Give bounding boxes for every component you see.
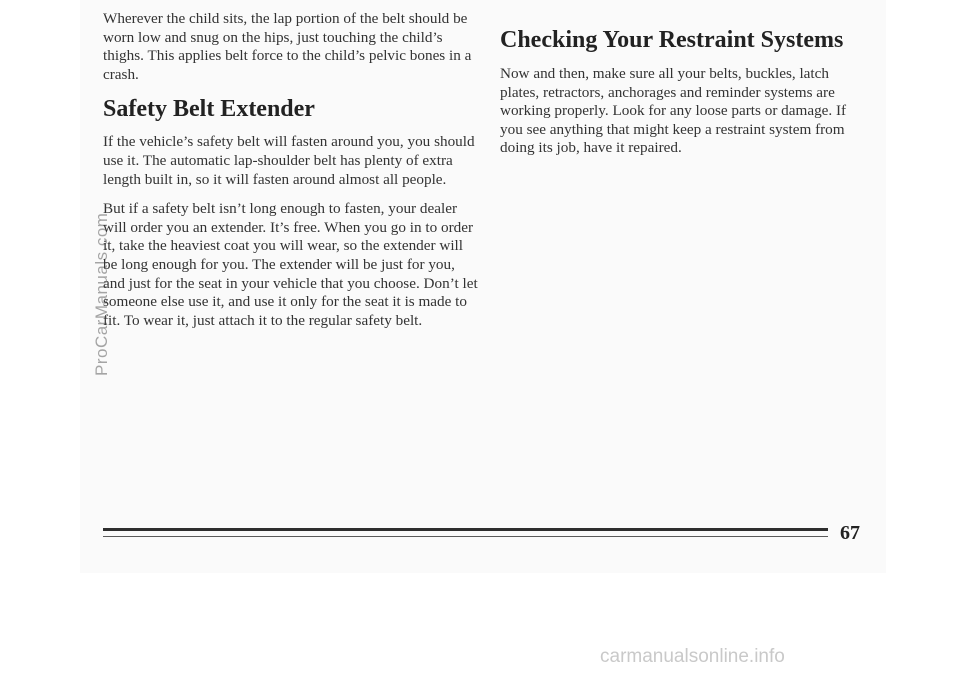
footer-rule-thin: [103, 536, 828, 537]
watermark-text: ProCarManuals.com: [92, 212, 111, 376]
restraint-check-paragraph: Now and then, make sure all your belts, buckles, latch plates, retractors, anchorages and reminder systems are working properly. Look for any loose parts or damage. If you see anything that might keep a restraint system from doing its job, have it repaired.: [500, 65, 847, 157]
site-watermark: carmanualsonline.info: [600, 646, 785, 667]
left-column: [103, 10, 478, 341]
footer-rule-thick: [103, 528, 828, 531]
checking-restraint-systems-heading: Checking Your Restraint Systems: [500, 27, 844, 53]
extender-paragraph-1: If the vehicle’s safety belt will fasten around you, you should use it. The automatic lap-shoulder belt has plenty of extra length built in, so it will fasten around almost all people.: [103, 133, 475, 188]
extender-paragraph-2: But if a safety belt isn’t long enough to fasten, your dealer will order you an extender. It’s free. When you go in to order it, take the heaviest coat you will wear, so the extender will be long enough for you. The extender will be just for you, and just for the seat in your vehicle that you choose. Don’t let someone else use it, and use it only for the seat it is made to fit. To wear it, just attach it to the regular safety belt.: [103, 200, 478, 329]
safety-belt-extender-heading: Safety Belt Extender: [103, 96, 315, 123]
child-lap-belt-paragraph: Wherever the child sits, the lap portion of the belt should be worn low and snug on the hips, just touching the child’s thighs. This applies belt force to the child’s pelvic bones in a crash.: [103, 10, 472, 83]
right-column: [500, 26, 865, 169]
page-number: 67: [840, 522, 860, 544]
